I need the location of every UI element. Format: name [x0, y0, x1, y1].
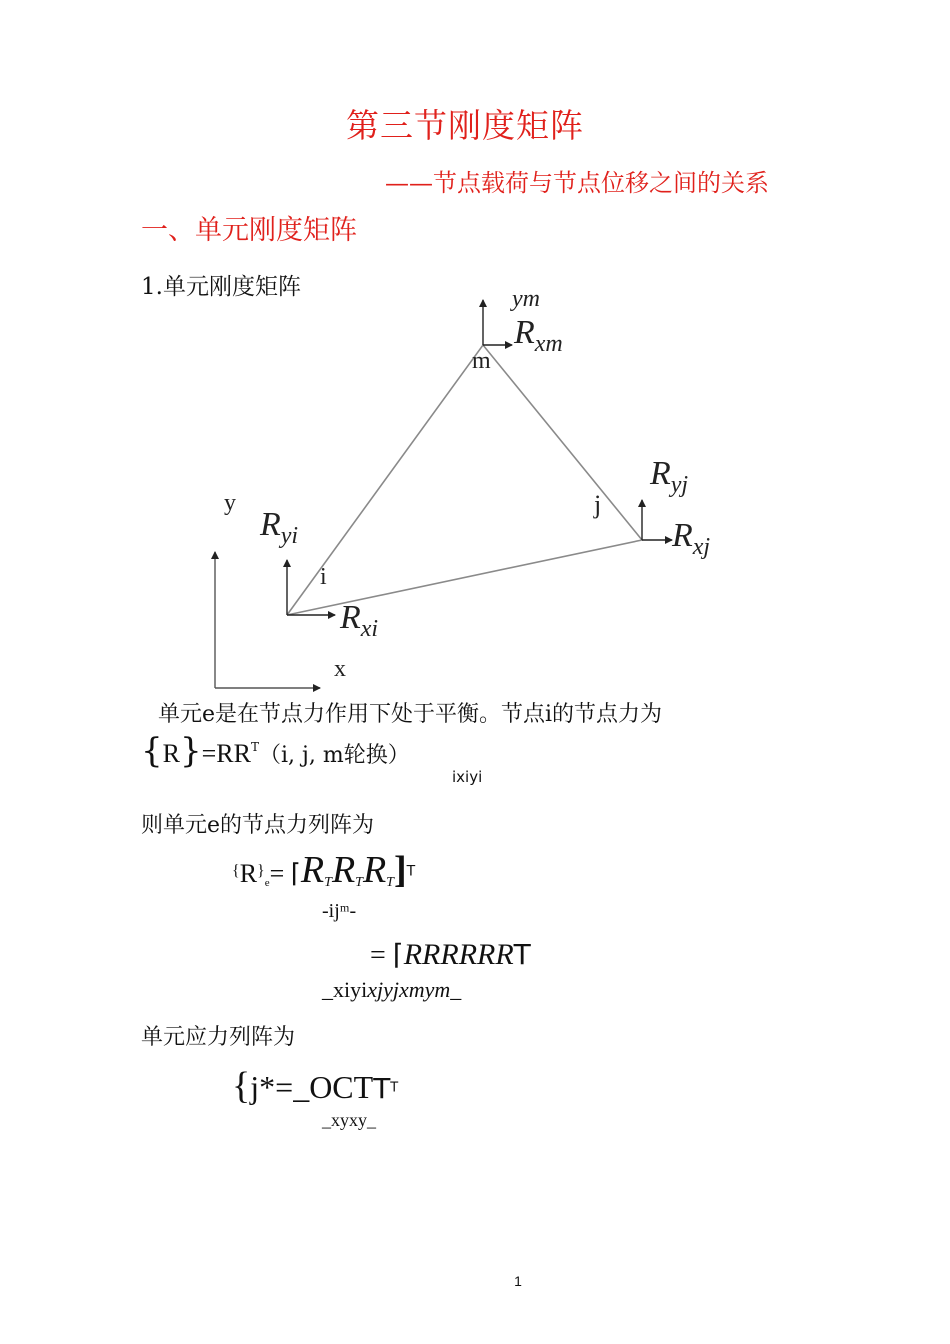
page-number: 1 [514, 1273, 522, 1289]
rxm-label [513, 314, 563, 357]
rxj-label [671, 517, 710, 560]
equation-stress [232, 1064, 398, 1108]
ryi-base: R [260, 506, 281, 543]
triangle-edges [287, 345, 642, 615]
ryj-sub: yj [670, 472, 689, 498]
rxi-base: R [340, 599, 361, 636]
ryi-sub: yi [280, 523, 299, 549]
eq2-lbrace: { [232, 862, 240, 880]
eq1-note: （i, j, m轮换） [259, 743, 410, 768]
eq4-tail: T [373, 1072, 391, 1105]
section-heading: 一、单元刚度矩阵 [141, 215, 357, 246]
page-title: 第三节刚度矩阵 [346, 106, 584, 145]
equation-element-force-expanded [370, 938, 531, 972]
ryj-base: R [650, 455, 671, 492]
page-subtitle: ——节点载荷与节点位移之间的关系 [385, 169, 769, 197]
eq1-rhs: =RR [201, 739, 251, 768]
ryj-label [649, 455, 688, 498]
rxj-sub: xj [692, 534, 711, 560]
eq4-sup-t: T [390, 1080, 399, 1096]
ryi-label [259, 506, 298, 549]
eq3-subscript-line [322, 977, 461, 1003]
eq1-sup-t: T [250, 740, 259, 754]
eq2-subscript-line: -ijᵐ- [322, 900, 357, 922]
eq1-lbrace: { [141, 731, 163, 771]
subsection-heading: 1.单元刚度矩阵 [141, 274, 301, 300]
eq3-sub-suffix: _ [450, 977, 462, 1002]
rxi-label [339, 599, 378, 642]
equation-element-force [232, 848, 415, 892]
ym-label: ym [512, 286, 540, 312]
eq3-lead: = ⌈ [370, 940, 404, 971]
eq2-term3: R [362, 849, 387, 891]
rxm-sub: xm [534, 331, 563, 357]
paragraph-node-force-vector: 则单元e的节点力列阵为 [141, 813, 375, 838]
eq2-term2: R [331, 849, 356, 891]
eq3-sub-prefix: _xiyi [322, 977, 368, 1002]
eq2-r: R [239, 859, 258, 888]
eq2-term1: R [300, 849, 325, 891]
eq1-rbrace: } [179, 731, 202, 771]
eq1-subscript-line: ixiyi [452, 768, 483, 786]
eq2-eq: = ⌈ [269, 859, 301, 888]
eq2-sub-e: e [264, 877, 270, 890]
eq2-t3: T [386, 875, 394, 891]
node-i-label: i [320, 564, 327, 590]
node-m-label: m [472, 348, 491, 374]
node-j-label: j [594, 490, 602, 519]
eq1-r: R [162, 739, 180, 768]
equation-node-force [141, 731, 410, 771]
eq4-main: j*=_OCT [250, 1069, 374, 1105]
axis-x-label: x [334, 656, 346, 682]
eq4-brace: { [232, 1065, 251, 1107]
rxi-sub: xi [360, 616, 379, 642]
eq3-tail: T [513, 938, 531, 971]
paragraph-equilibrium: 单元e是在节点力作用下处于平衡。节点i的节点力为 [158, 702, 663, 727]
eq2-sup-t: T [406, 863, 416, 880]
eq3-terms: RRRRRR [403, 938, 514, 971]
eq4-subscript-line: _xyxy_ [322, 1110, 376, 1130]
axis-y-label: y [224, 490, 236, 516]
rxj-base: R [672, 517, 693, 554]
rxm-base: R [514, 314, 535, 351]
paragraph-stress-vector: 单元应力列阵为 [141, 1025, 296, 1050]
eq2-close: ] [393, 849, 407, 891]
eq3-sub-italic: xjyjxmym [367, 977, 451, 1002]
eq2-t1: T [324, 875, 332, 891]
eq2-rbrace: } [257, 862, 265, 880]
eq2-t2: T [355, 875, 363, 891]
